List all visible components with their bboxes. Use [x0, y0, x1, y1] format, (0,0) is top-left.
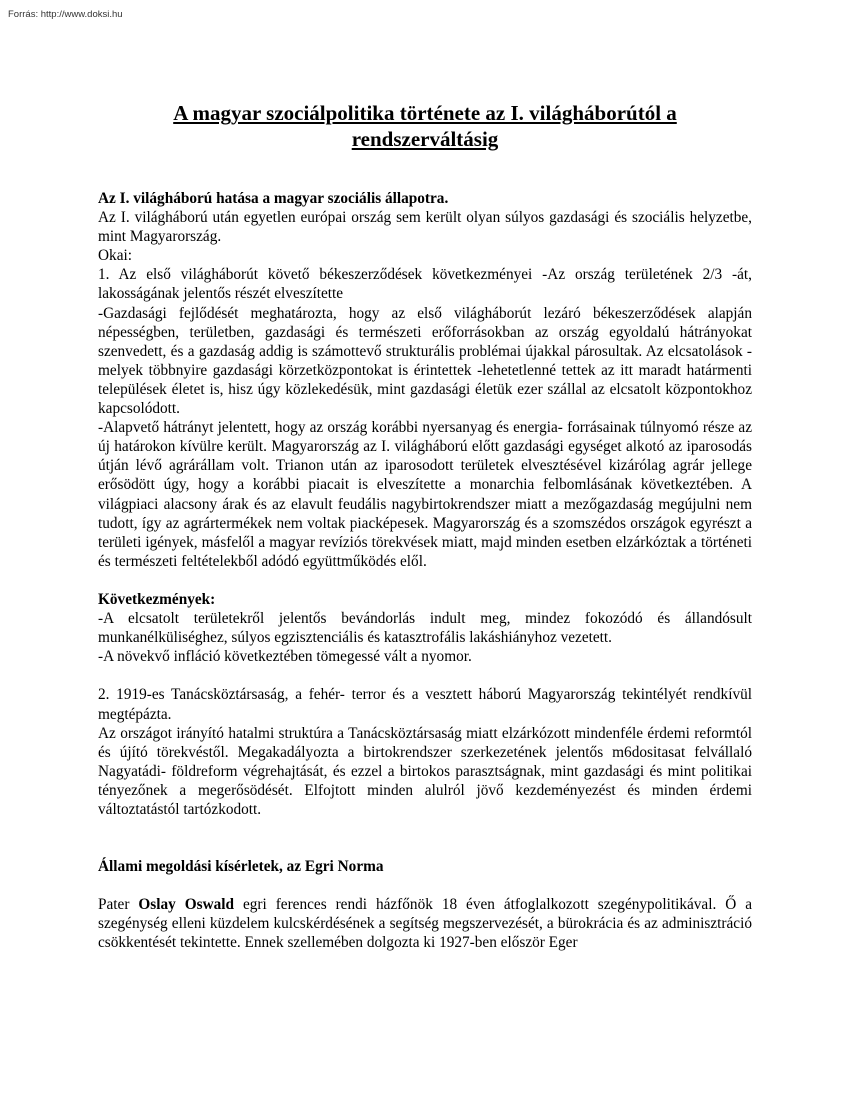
spacer	[98, 819, 752, 857]
spacer	[98, 152, 752, 189]
section-heading-war-effect: Az I. világháború hatása a magyar szociális állapotra.	[98, 190, 449, 207]
paragraph-consequence-2: -A növekvő infláció következtében tömegessé vált a nyomor.	[98, 648, 472, 666]
source-note: Forrás: http://www.doksi.hu	[8, 9, 123, 20]
paragraph-cause-2-body: Az országot irányító hatalmi struktúra a Tanácsköztársaság miatt elzárkózott mindenféle érdemi reformtól és újító törekvéstől. Megakadályozta a birtokrendszer szerkezetének jelentős m6dositasat felvállaló Nagyatádi- földreform végrehajtását, és ezzel a birtokos parasztságnak, mint gazdasági és mint politikai tényezőnek a megerősödését. Elfojtott minden alulról jövő kezdeményezést és minden érdemi változtatástól tartózkodott.	[98, 724, 752, 818]
paragraph-cause-1: 1. Az első világháborút követő békeszerződések következményei -Az ország területének 2/3 -át, lakosságának jelentős részét elveszítette	[98, 266, 752, 303]
paragraph-oslay	[98, 895, 752, 952]
paragraph-consequence-1: -A elcsatolt területekről jelentős bevándorlás indult meg, mindez fokozódó és állandósult munkanélküliséghez, súlyos egzisztenciális és katasztrofális lakáshiányhoz vezetett.	[98, 610, 752, 647]
document-body	[98, 100, 752, 953]
paragraph-intro: Az I. világháború után egyetlen európai ország sem került olyan súlyos gazdasági és szociális helyzetbe, mint Magyarország.	[98, 209, 752, 246]
person-name: Oslay Oswald	[138, 896, 235, 914]
text-run: egri ferences rendi házfőnök 18 éven átfoglalkozott szegénypolitikával. Ő a szegénység elleni küzdelem kulcskérdésének a segítség megszervezését, a bürokrácia és az adminisztráció csökkentését tekintette. Ennek szellemében dolgozta ki 1927-ben először Eger	[98, 896, 752, 952]
section-heading-state-solutions: Állami megoldási kísérletek, az Egri Norma	[98, 858, 384, 876]
paragraph-economy: -Gazdasági fejlődését meghatározta, hogy az első világháborút lezáró békeszerződések alapján népességben, területben, gazdasági és természeti erőforrásokban az ország egyoldalú hátrányokat szenvedett, és a gazdaság addig is számottevő strukturális problémai újakkal párosultak. Az elcsatolások -melyek többnyire gazdasági körzetközpontokat is érintettek -lehetetlenné tettek az itt maradt határmenti települések életet is, hisz úgy közlekedésük, mint gazdasági életük ezer szállal az elcsatolt központokhoz kapcsolódott.	[98, 304, 752, 418]
spacer	[98, 876, 752, 895]
causes-label: Okai:	[98, 247, 132, 265]
paragraph-disadvantage: -Alapvető hátrányt jelentett, hogy az ország korábbi nyersanyag és energia- forrásainak túlnyomó része az új határokon kívülre került. Magyarország az I. világháború előtt gazdasági egységet alkotó az iparosodás útján lévő agrárállam volt. Trianon után az iparosodott területek elvesztésével kizárólag agrár jellege erősödött úgy, hogy a korábbi piacait is elveszítette a monarchia felbomlásának következtében. A világpiaci alacsony árak és az elavult feudális nagybirtokrendszer miatt a mezőgazdaság megújulni nem tudott, így az agrártermékek nem voltak piacképesek. Magyarország és a szomszédos országok egyrészt a területi igények, másfelől a magyar revíziós törekvések miatt, majd minden esetben elzárkóztak a történeti és természeti feltételekből adódó együttműködés elől.	[98, 419, 752, 570]
text-run: Pater	[98, 896, 139, 914]
paragraph-cause-2: 2. 1919-es Tanácsköztársaság, a fehér- terror és a vesztett háború Magyarország tekintélyét rendkívül megtépázta.	[98, 686, 752, 723]
document-title: A magyar szociálpolitika története az I. világháborútól a rendszerváltásig	[173, 101, 677, 151]
spacer	[98, 571, 752, 590]
spacer	[98, 666, 752, 685]
section-heading-consequences: Következmények:	[98, 590, 216, 608]
